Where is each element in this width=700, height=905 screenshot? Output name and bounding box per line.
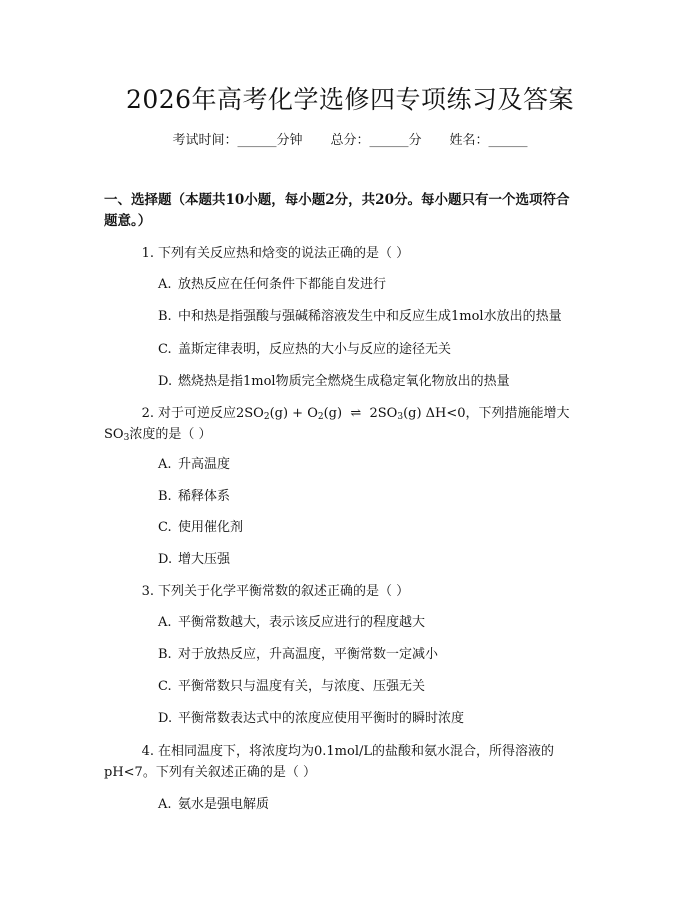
time-label: 考试时间：	[172, 133, 238, 148]
question-3-option-c: C. 平衡常数只与温度有关，与浓度、压强无关	[158, 679, 426, 694]
exam-info-line	[0, 131, 700, 151]
question-1-option-b: B. 中和热是指强酸与强碱稀溶液发生中和反应生成1mol水放出的热量	[158, 309, 562, 324]
section-heading	[104, 190, 604, 232]
question-3-option-b: B. 对于放热反应，升高温度，平衡常数一定减小	[158, 647, 439, 662]
section-heading-line1: 一、选择题（本题共10小题，每小题2分，共20分。每小题只有一个选项符合	[104, 192, 570, 208]
question-text: 下列关于化学平衡常数的叙述正确的是（ ）	[158, 584, 410, 599]
question-4-option-a: A. 氨水是强电解质	[158, 797, 270, 812]
question-3-option-a: A. 平衡常数越大，表示该反应进行的程度越大	[158, 615, 426, 630]
name-label: 姓名：	[449, 133, 489, 148]
question-2-option-c: C. 使用催化剂	[158, 520, 244, 535]
question-1-option-d: D. 燃烧热是指1mol物质完全燃烧生成稳定氧化物放出的热量	[158, 374, 510, 389]
question-3-stem	[104, 581, 604, 602]
question-number: 2.	[141, 406, 154, 421]
question-1-stem	[104, 243, 604, 264]
question-2-option-a: A. 升高温度	[158, 457, 231, 472]
page-title: 2026年高考化学选修四专项练习及答案	[125, 85, 575, 114]
score-blank: ______	[369, 133, 409, 148]
time-unit: 分钟	[276, 133, 303, 148]
question-1-option-a: A. 放热反应在任何条件下都能自发进行	[158, 277, 387, 292]
question-2-option-d: D. 增大压强	[158, 552, 231, 567]
question-number: 3.	[141, 584, 154, 599]
name-blank: ______	[488, 133, 528, 148]
question-2-option-b: B. 稀释体系	[158, 489, 231, 504]
question-1-option-c: C. 盖斯定律表明，反应热的大小与反应的途径无关	[158, 342, 452, 357]
score-label: 总分：	[330, 133, 370, 148]
section-heading-line2: 题意。）	[104, 213, 152, 229]
time-blank: ______	[237, 133, 277, 148]
question-number: 4.	[141, 744, 154, 759]
score-unit: 分	[408, 133, 422, 148]
question-text: 下列有关反应热和焓变的说法正确的是（ ）	[158, 246, 410, 261]
question-3-option-d: D. 平衡常数表达式中的浓度应使用平衡时的瞬时浓度	[158, 711, 465, 726]
question-4-stem: 4. 在相同温度下，将浓度均为0.1mol/L的盐酸和氨水混合，所得溶液的 pH<7。下列有关叙述正确的是（ ）	[104, 741, 604, 783]
question-number: 1.	[141, 246, 154, 261]
question-2-stem: 2. 对于可逆反应$2SO_2(g) + O_2(g)$ ⇌ $2SO_3(g)$ ΔH<0，下列措施能增大 $SO_3$浓度的是（ ）	[104, 403, 604, 445]
